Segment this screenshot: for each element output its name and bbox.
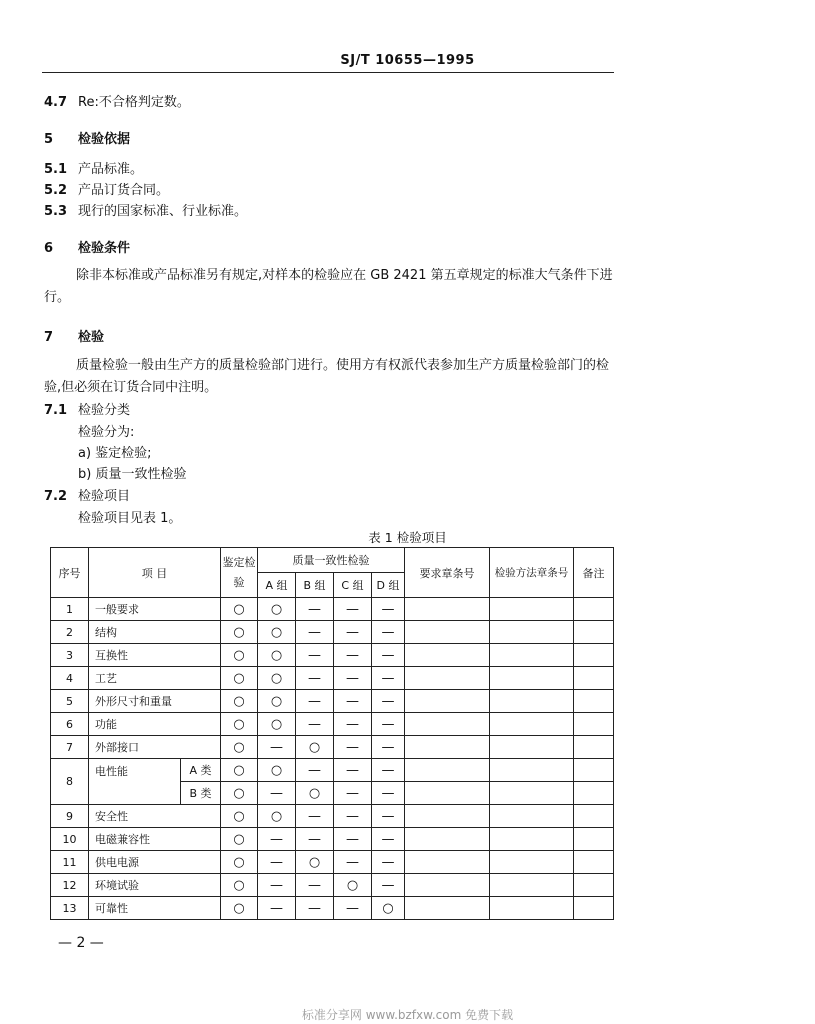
req-cell bbox=[405, 782, 490, 805]
row-seq: 8 bbox=[51, 759, 89, 805]
note-cell bbox=[574, 690, 614, 713]
note-cell bbox=[574, 667, 614, 690]
table-row bbox=[51, 598, 614, 621]
table-row bbox=[51, 736, 614, 759]
mark-ident: ○ bbox=[221, 897, 258, 920]
mark-group-d: — bbox=[372, 667, 405, 690]
header-seq: 序号 bbox=[51, 548, 89, 598]
mark-group-c: — bbox=[334, 644, 372, 667]
row-item: 互换性 bbox=[89, 644, 221, 667]
mark-ident: ○ bbox=[221, 598, 258, 621]
header-note: 备注 bbox=[574, 548, 614, 598]
note-cell bbox=[574, 598, 614, 621]
method-cell bbox=[490, 644, 574, 667]
mark-group-b: — bbox=[296, 874, 334, 897]
clause-text: 产品订货合同。 bbox=[78, 183, 170, 198]
mark-ident: ○ bbox=[221, 759, 258, 782]
clause-5-2 bbox=[44, 182, 169, 200]
table-row bbox=[51, 621, 614, 644]
row-subclass: B 类 bbox=[181, 782, 221, 805]
mark-group-b: — bbox=[296, 897, 334, 920]
table-row bbox=[51, 759, 614, 782]
mark-group-d: — bbox=[372, 736, 405, 759]
mark-group-a: ○ bbox=[258, 667, 296, 690]
mark-group-b: — bbox=[296, 621, 334, 644]
mark-group-d: — bbox=[372, 621, 405, 644]
clause-number: 4.7 bbox=[44, 95, 68, 110]
mark-group-d: — bbox=[372, 713, 405, 736]
req-cell bbox=[405, 874, 490, 897]
section-number: 5 bbox=[44, 132, 54, 147]
mark-group-a: — bbox=[258, 874, 296, 897]
table-row bbox=[51, 805, 614, 828]
table-row bbox=[51, 874, 614, 897]
mark-group-a: — bbox=[258, 828, 296, 851]
req-cell bbox=[405, 897, 490, 920]
mark-group-c: — bbox=[334, 805, 372, 828]
mark-ident: ○ bbox=[221, 621, 258, 644]
clause-5-1 bbox=[44, 161, 143, 179]
mark-group-d: — bbox=[372, 690, 405, 713]
clause-7-1 bbox=[44, 402, 130, 420]
mark-group-a: — bbox=[258, 736, 296, 759]
clause-5-3 bbox=[44, 203, 247, 221]
row-seq: 9 bbox=[51, 805, 89, 828]
row-item: 供电电源 bbox=[89, 851, 221, 874]
method-cell bbox=[490, 736, 574, 759]
mark-group-b: — bbox=[296, 759, 334, 782]
mark-group-b: — bbox=[296, 805, 334, 828]
req-cell bbox=[405, 736, 490, 759]
mark-ident: ○ bbox=[221, 782, 258, 805]
mark-ident: ○ bbox=[221, 644, 258, 667]
mark-group-c: — bbox=[334, 851, 372, 874]
clause-number: 7.1 bbox=[44, 403, 68, 418]
table-caption: 表 1 检验项目 bbox=[368, 530, 447, 545]
mark-ident: ○ bbox=[221, 828, 258, 851]
mark-group-c: ○ bbox=[334, 874, 372, 897]
mark-ident: ○ bbox=[221, 667, 258, 690]
mark-group-a: — bbox=[258, 782, 296, 805]
req-cell bbox=[405, 598, 490, 621]
mark-group-c: — bbox=[334, 667, 372, 690]
header-rule bbox=[42, 72, 614, 73]
section-number: 7 bbox=[44, 330, 54, 345]
mark-group-a: ○ bbox=[258, 805, 296, 828]
row-item: 工艺 bbox=[89, 667, 221, 690]
req-cell bbox=[405, 828, 490, 851]
note-cell bbox=[574, 897, 614, 920]
note-cell bbox=[574, 805, 614, 828]
watermark-text: 标准分享网 www.bzfxw.com 免费下载 bbox=[301, 1008, 514, 1022]
mark-ident: ○ bbox=[221, 736, 258, 759]
section-6-heading bbox=[44, 237, 130, 256]
row-seq: 10 bbox=[51, 828, 89, 851]
mark-group-b: — bbox=[296, 598, 334, 621]
header-ident: 鉴定检验 bbox=[221, 548, 258, 598]
row-item: 可靠性 bbox=[89, 897, 221, 920]
mark-group-d: — bbox=[372, 828, 405, 851]
mark-group-b: ○ bbox=[296, 851, 334, 874]
mark-group-c: — bbox=[334, 782, 372, 805]
classification-item-b: b) 质量一致性检验 bbox=[78, 467, 187, 482]
note-cell bbox=[574, 713, 614, 736]
row-seq: 7 bbox=[51, 736, 89, 759]
mark-group-a: — bbox=[258, 851, 296, 874]
method-cell bbox=[490, 782, 574, 805]
req-cell bbox=[405, 690, 490, 713]
section-title: 检验 bbox=[78, 330, 105, 345]
mark-ident: ○ bbox=[221, 851, 258, 874]
table-row bbox=[51, 851, 614, 874]
header-group-c: C 组 bbox=[334, 573, 372, 598]
classification-intro: 检验分为: bbox=[78, 425, 135, 440]
section-5-heading bbox=[44, 128, 130, 147]
table-row bbox=[51, 828, 614, 851]
mark-group-d: — bbox=[372, 851, 405, 874]
mark-group-a: ○ bbox=[258, 759, 296, 782]
table-row bbox=[51, 690, 614, 713]
page-number: — 2 — bbox=[58, 935, 104, 951]
row-item: 环境试验 bbox=[89, 874, 221, 897]
header-qc: 质量一致性检验 bbox=[258, 548, 405, 573]
row-seq: 12 bbox=[51, 874, 89, 897]
mark-ident: ○ bbox=[221, 690, 258, 713]
mark-group-b: — bbox=[296, 713, 334, 736]
row-seq: 1 bbox=[51, 598, 89, 621]
method-cell bbox=[490, 828, 574, 851]
clause-number: 5.1 bbox=[44, 162, 68, 177]
section-title: 检验条件 bbox=[78, 241, 131, 256]
clause-text: Re:不合格判定数。 bbox=[78, 95, 190, 110]
mark-group-d: — bbox=[372, 759, 405, 782]
document-header: SJ/T 10655—1995 bbox=[340, 53, 475, 68]
note-cell bbox=[574, 851, 614, 874]
req-cell bbox=[405, 644, 490, 667]
row-item: 电磁兼容性 bbox=[89, 828, 221, 851]
row-item: 电性能 bbox=[89, 759, 181, 805]
table-row bbox=[51, 667, 614, 690]
row-item: 结构 bbox=[89, 621, 221, 644]
method-cell bbox=[490, 874, 574, 897]
row-seq: 11 bbox=[51, 851, 89, 874]
mark-group-b: — bbox=[296, 667, 334, 690]
note-cell bbox=[574, 782, 614, 805]
method-cell bbox=[490, 713, 574, 736]
mark-group-c: — bbox=[334, 828, 372, 851]
req-cell bbox=[405, 759, 490, 782]
inspection-table bbox=[50, 547, 614, 920]
mark-group-d: — bbox=[372, 874, 405, 897]
req-cell bbox=[405, 667, 490, 690]
method-cell bbox=[490, 621, 574, 644]
clause-number: 5.3 bbox=[44, 204, 68, 219]
header-method: 检验方法章条号 bbox=[490, 548, 574, 598]
note-cell bbox=[574, 759, 614, 782]
row-seq: 13 bbox=[51, 897, 89, 920]
mark-group-b: — bbox=[296, 690, 334, 713]
req-cell bbox=[405, 805, 490, 828]
section-number: 6 bbox=[44, 241, 54, 256]
section-7-paragraph: 质量检验一般由生产方的质量检验部门进行。使用方有权派代表参加生产方质量检验部门的检验,但必须在订货合同中注明。 bbox=[44, 358, 610, 395]
mark-group-a: ○ bbox=[258, 598, 296, 621]
row-seq: 3 bbox=[51, 644, 89, 667]
classification-item-a: a) 鉴定检验; bbox=[78, 446, 152, 461]
mark-group-c: — bbox=[334, 897, 372, 920]
clause-text: 现行的国家标准、行业标准。 bbox=[78, 204, 248, 219]
header-item: 项 目 bbox=[89, 548, 221, 598]
row-seq: 2 bbox=[51, 621, 89, 644]
method-cell bbox=[490, 690, 574, 713]
mark-group-c: — bbox=[334, 690, 372, 713]
table-row bbox=[51, 644, 614, 667]
mark-group-b: — bbox=[296, 644, 334, 667]
mark-group-a: ○ bbox=[258, 621, 296, 644]
mark-group-d: — bbox=[372, 805, 405, 828]
note-cell bbox=[574, 874, 614, 897]
table-row bbox=[51, 713, 614, 736]
method-cell bbox=[490, 897, 574, 920]
note-cell bbox=[574, 644, 614, 667]
clause-text: 产品标准。 bbox=[78, 162, 144, 177]
note-cell bbox=[574, 736, 614, 759]
mark-ident: ○ bbox=[221, 713, 258, 736]
mark-group-b: — bbox=[296, 828, 334, 851]
row-item: 外形尺寸和重量 bbox=[89, 690, 221, 713]
mark-group-a: ○ bbox=[258, 713, 296, 736]
table-row bbox=[51, 897, 614, 920]
header-req: 要求章条号 bbox=[405, 548, 490, 598]
method-cell bbox=[490, 598, 574, 621]
clause-7-2 bbox=[44, 488, 130, 506]
mark-group-b: ○ bbox=[296, 736, 334, 759]
row-item: 外部接口 bbox=[89, 736, 221, 759]
mark-group-d: — bbox=[372, 782, 405, 805]
mark-ident: ○ bbox=[221, 805, 258, 828]
row-seq: 4 bbox=[51, 667, 89, 690]
method-cell bbox=[490, 851, 574, 874]
method-cell bbox=[490, 759, 574, 782]
method-cell bbox=[490, 667, 574, 690]
header-group-d: D 组 bbox=[372, 573, 405, 598]
mark-group-b: ○ bbox=[296, 782, 334, 805]
clause-number: 5.2 bbox=[44, 183, 68, 198]
mark-group-a: — bbox=[258, 897, 296, 920]
table-reference: 检验项目见表 1。 bbox=[78, 511, 182, 526]
section-7-heading bbox=[44, 326, 104, 345]
method-cell bbox=[490, 805, 574, 828]
header-group-b: B 组 bbox=[296, 573, 334, 598]
section-6-paragraph: 除非本标准或产品标准另有规定,对样本的检验应在 GB 2421 第五章规定的标准大气条件下进行。 bbox=[44, 268, 613, 305]
clause-text: 检验分类 bbox=[78, 403, 131, 418]
row-item: 功能 bbox=[89, 713, 221, 736]
mark-group-c: — bbox=[334, 713, 372, 736]
mark-group-d: ○ bbox=[372, 897, 405, 920]
section-title: 检验依据 bbox=[78, 132, 131, 147]
row-item: 安全性 bbox=[89, 805, 221, 828]
req-cell bbox=[405, 621, 490, 644]
row-item: 一般要求 bbox=[89, 598, 221, 621]
clause-number: 7.2 bbox=[44, 489, 68, 504]
header-group-a: A 组 bbox=[258, 573, 296, 598]
mark-group-c: — bbox=[334, 759, 372, 782]
clause-4-7 bbox=[44, 94, 190, 112]
row-seq: 6 bbox=[51, 713, 89, 736]
req-cell bbox=[405, 713, 490, 736]
row-seq: 5 bbox=[51, 690, 89, 713]
req-cell bbox=[405, 851, 490, 874]
note-cell bbox=[574, 621, 614, 644]
mark-group-a: ○ bbox=[258, 644, 296, 667]
note-cell bbox=[574, 828, 614, 851]
mark-group-c: — bbox=[334, 736, 372, 759]
clause-text: 检验项目 bbox=[78, 489, 131, 504]
mark-ident: ○ bbox=[221, 874, 258, 897]
row-subclass: A 类 bbox=[181, 759, 221, 782]
mark-group-c: — bbox=[334, 621, 372, 644]
mark-group-d: — bbox=[372, 598, 405, 621]
mark-group-c: — bbox=[334, 598, 372, 621]
mark-group-a: ○ bbox=[258, 690, 296, 713]
mark-group-d: — bbox=[372, 644, 405, 667]
